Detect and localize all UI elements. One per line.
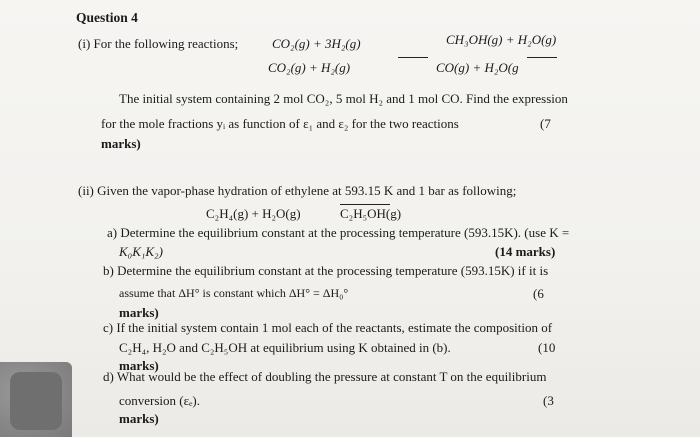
part-d-marks-number: (3 xyxy=(543,393,554,408)
equilibrium-arrow-1 xyxy=(398,57,428,58)
corner-object xyxy=(10,372,62,430)
part-c-line1: c) If the initial system contain 1 mol each of the reactants, estimate the composition of xyxy=(103,320,553,335)
reaction2-lhs: CO₂(g) + H₂(g) xyxy=(268,60,351,75)
part-a-line2: K₀K₁K₂) xyxy=(119,244,163,259)
part-b-line2: assume that ΔH° is constant which ΔH° = ΔH₀° xyxy=(119,286,349,300)
part-c-marks-number: (10 xyxy=(538,340,556,355)
part-a-marks: (14 marks) xyxy=(495,244,556,259)
part1-line1: The initial system containing 2 mol CO₂, 5 mol H₂ and 1 mol CO. Find the expression xyxy=(119,91,568,106)
part-a-line1: a) Determine the equilibrium constant at the processing temperature (593.15K). (use K = xyxy=(107,225,570,240)
part-d-line2: conversion (εₑ). xyxy=(119,393,200,408)
part-b-line1: b) Determine the equilibrium constant at the processing temperature (593.15K) if it is xyxy=(103,263,549,278)
part-c-marks-word: marks) xyxy=(119,358,159,373)
part-b-marks-number: (6 xyxy=(533,286,544,301)
part-c-line2: C₂H₄, H₂O and C₂H₅OH at equilibrium using K obtained in (b). xyxy=(119,340,451,355)
reaction2-rhs: CO(g) + H₂O(g xyxy=(436,60,519,75)
equilibrium-arrow-3 xyxy=(340,204,390,205)
ethylene-reaction-lhs: C₂H₄(g) + H₂O(g) xyxy=(206,206,301,221)
part1-marks-number: (7 xyxy=(540,116,551,131)
reaction1-lhs: CO₂(g) + 3H₂(g) xyxy=(272,36,361,51)
question-title: Question 4 xyxy=(76,10,138,25)
part-d-marks-word: marks) xyxy=(119,411,159,426)
part1-label: (i) For the following reactions; xyxy=(78,36,239,51)
part1-marks-word: marks) xyxy=(101,136,141,151)
reaction1-rhs: CH₃OH(g) + H₂O(g) xyxy=(446,32,557,47)
ethylene-reaction-rhs: C₂H₅OH(g) xyxy=(340,206,402,221)
part1-line2: for the mole fractions yᵢ as function of ε₁ and ε₂ for the two reactions xyxy=(101,116,459,131)
part2-label: (ii) Given the vapor-phase hydration of ethylene at 593.15 K and 1 bar as following; xyxy=(78,183,517,198)
equilibrium-arrow-2 xyxy=(527,57,557,58)
part-b-marks-word: marks) xyxy=(119,305,159,320)
part-d-line1: d) What would be the effect of doubling the pressure at constant T on the equilibrium xyxy=(103,369,547,384)
